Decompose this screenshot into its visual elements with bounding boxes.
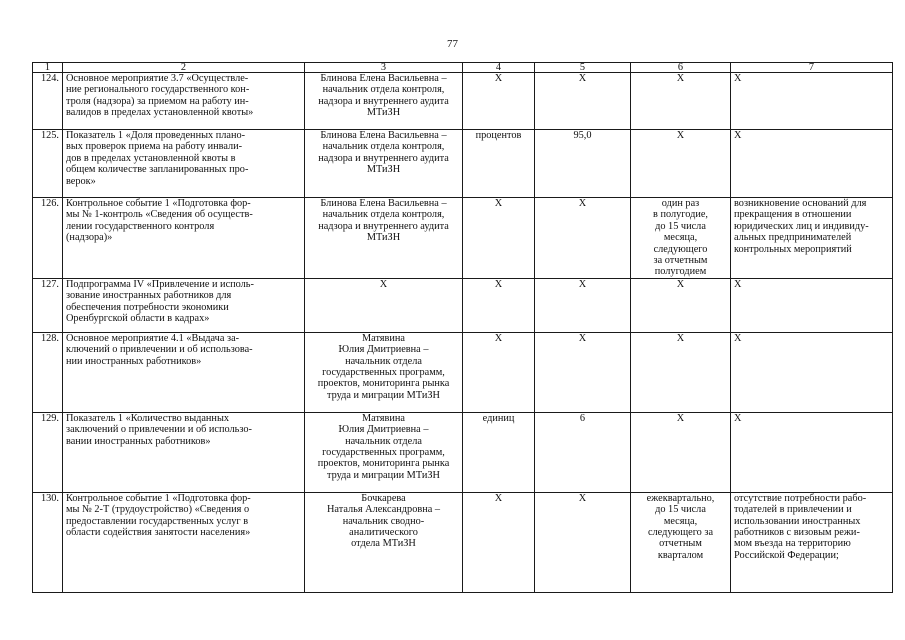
row-value: [535, 130, 631, 198]
text-line: проектов, мониторинга рынка: [317, 378, 450, 390]
row-deadline: [631, 332, 731, 412]
row-description: [63, 332, 305, 412]
text-line: за отчетным: [653, 255, 708, 267]
text-line: надзора и внутреннего аудита: [318, 152, 449, 164]
text-line: процентов: [475, 130, 522, 141]
text-line: 95,0: [573, 130, 592, 141]
row-conditions: [731, 198, 893, 279]
text-line: верок»: [66, 175, 96, 187]
table-row: [33, 198, 893, 279]
column-number-row: [33, 63, 893, 73]
row-unit: [463, 130, 535, 198]
text-line: заключений о привлечении и об использо-: [66, 424, 252, 436]
schedule-table: [32, 62, 893, 593]
text-line: Матявина: [361, 412, 405, 424]
text-line: полугодием: [654, 266, 707, 278]
text-line: ние регионального государственного кон-: [66, 84, 250, 96]
text-line: обеспечения потребности экономики: [66, 301, 229, 313]
text-line: Показатель 1 «Доля проведенных плано-: [66, 130, 246, 141]
text-line: начальник сводно-: [342, 515, 425, 527]
table-row: [33, 73, 893, 130]
row-responsible: [305, 278, 463, 332]
text-line: начальник отдела: [345, 355, 422, 367]
row-number: 130.: [33, 492, 63, 592]
column-number: 1: [33, 63, 63, 73]
row-responsible: [305, 73, 463, 130]
row-unit: [463, 412, 535, 492]
text-line: до 15 числа: [655, 504, 706, 516]
text-line: зование иностранных работников для: [66, 290, 232, 302]
row-value: [535, 198, 631, 279]
page-number: 77: [447, 38, 458, 50]
row-description: [63, 130, 305, 198]
text-line: следующего за: [647, 527, 714, 539]
text-line: Оренбургской области в кадрах»: [66, 313, 210, 325]
column-number: 6: [631, 63, 731, 73]
text-line: Российской Федерации;: [734, 549, 839, 561]
row-responsible: [305, 412, 463, 492]
text-line: лении государственного контроля: [66, 220, 215, 232]
text-line: начальник отдела: [345, 435, 422, 447]
text-line: Х: [494, 278, 503, 290]
text-line: Х: [676, 130, 685, 141]
text-line: МТиЗН: [366, 107, 401, 119]
row-number: 129.: [33, 412, 63, 492]
text-line: Наталья Александровна –: [326, 504, 441, 516]
text-line: мы № 2-Т (трудоустройство) «Сведения о: [66, 504, 250, 516]
row-responsible: [305, 130, 463, 198]
table-row: [33, 412, 893, 492]
row-conditions: [731, 412, 893, 492]
text-line: Х: [734, 278, 742, 290]
text-line: валидов в пределах установленной квоты»: [66, 107, 254, 119]
text-line: один раз: [661, 198, 700, 209]
text-line: Х: [578, 278, 587, 290]
text-line: альных предпринимателей: [734, 232, 852, 244]
text-line: государственных программ,: [322, 447, 445, 459]
text-line: месяца,: [663, 515, 698, 527]
text-line: Основное мероприятие 4.1 «Выдача за-: [66, 332, 240, 344]
text-line: области содействия занятости населения»: [66, 527, 251, 539]
text-line: начальник отдела контроля,: [322, 84, 445, 96]
table-row: [33, 492, 893, 592]
text-line: Основное мероприятие 3.7 «Осуществле-: [66, 73, 249, 84]
text-line: Блинова Елена Васильевна –: [320, 73, 447, 84]
row-unit: [463, 332, 535, 412]
text-line: юридических лиц и индивиду-: [734, 220, 869, 232]
row-responsible: [305, 198, 463, 279]
row-responsible: [305, 332, 463, 412]
text-line: прекращения в отношении: [734, 209, 852, 221]
row-number: 124.: [33, 73, 63, 130]
text-line: общем количестве запланированных про-: [66, 164, 249, 176]
table-row: [33, 332, 893, 412]
text-line: Х: [676, 73, 685, 84]
text-line: Х: [734, 130, 742, 141]
row-number: 125.: [33, 130, 63, 198]
text-line: надзора и внутреннего аудита: [318, 220, 449, 232]
row-deadline: [631, 198, 731, 279]
text-line: троля (надзора) за приемом на работу ин-: [66, 95, 249, 107]
row-deadline: [631, 130, 731, 198]
text-line: Юлия Дмитриевна –: [338, 424, 429, 436]
text-line: Юлия Дмитриевна –: [338, 344, 429, 356]
text-line: Подпрограмма IV «Привлечение и исполь-: [66, 278, 254, 290]
text-line: предоставлении государственных услуг в: [66, 515, 249, 527]
table-row: [33, 278, 893, 332]
text-line: возникновение оснований для: [734, 198, 867, 209]
row-deadline: [631, 73, 731, 130]
row-description: [63, 73, 305, 130]
text-line: Показатель 1 «Количество выданных: [66, 412, 230, 424]
row-deadline: [631, 278, 731, 332]
row-deadline: [631, 412, 731, 492]
row-value: [535, 73, 631, 130]
column-number: 4: [463, 63, 535, 73]
row-number: 126.: [33, 198, 63, 279]
row-conditions: [731, 278, 893, 332]
text-line: нии иностранных работников»: [66, 355, 202, 367]
row-value: [535, 412, 631, 492]
text-line: проектов, мониторинга рынка: [317, 458, 450, 470]
row-value: [535, 332, 631, 412]
text-line: отдела МТиЗН: [351, 538, 416, 550]
text-line: вании иностранных работников»: [66, 435, 211, 447]
text-line: тодателей в привлечении и: [734, 504, 852, 516]
text-line: до 15 числа: [655, 220, 706, 232]
text-line: ежеквартально,: [646, 492, 715, 504]
text-line: вых проверок приема на работу инвали-: [66, 141, 243, 153]
text-line: мом въезда на территорию: [734, 538, 851, 550]
row-conditions: [731, 492, 893, 592]
text-line: мы № 1-контроль «Сведения об осуществ-: [66, 209, 253, 221]
text-line: аналитического: [349, 527, 418, 539]
text-line: работников с визовым режи-: [734, 527, 860, 539]
text-line: Х: [578, 492, 587, 504]
text-line: месяца,: [663, 232, 698, 244]
row-unit: [463, 278, 535, 332]
row-description: [63, 412, 305, 492]
row-unit: [463, 198, 535, 279]
text-line: государственных программ,: [322, 367, 445, 379]
text-line: Х: [578, 198, 587, 209]
text-line: МТиЗН: [366, 164, 401, 176]
row-description: [63, 198, 305, 279]
text-line: Х: [494, 198, 503, 209]
text-line: Х: [578, 332, 587, 344]
text-line: МТиЗН: [366, 232, 401, 244]
table-body: [33, 73, 893, 593]
text-line: Х: [734, 412, 742, 424]
row-unit: [463, 492, 535, 592]
row-conditions: [731, 73, 893, 130]
text-line: использовании иностранных: [734, 515, 861, 527]
row-description: [63, 492, 305, 592]
text-line: единиц: [482, 412, 515, 424]
row-responsible: [305, 492, 463, 592]
text-line: Матявина: [361, 332, 405, 344]
row-description: [63, 278, 305, 332]
table-row: [33, 130, 893, 198]
text-line: Х: [494, 73, 503, 84]
text-line: Бочкарева: [361, 492, 406, 504]
text-line: Х: [676, 278, 685, 290]
text-line: Х: [676, 412, 685, 424]
text-line: в полугодие,: [653, 209, 708, 221]
text-line: дов в пределах установленной квоты в: [66, 152, 236, 164]
row-value: [535, 278, 631, 332]
column-number: 3: [305, 63, 463, 73]
column-number: 5: [535, 63, 631, 73]
row-conditions: [731, 130, 893, 198]
text-line: Х: [494, 332, 503, 344]
row-number: 128.: [33, 332, 63, 412]
row-unit: [463, 73, 535, 130]
text-line: кварталом: [657, 549, 704, 561]
text-line: отсутствие потребности рабо-: [734, 492, 867, 504]
text-line: Блинова Елена Васильевна –: [320, 198, 447, 209]
text-line: (надзора)»: [66, 232, 113, 244]
row-number: 127.: [33, 278, 63, 332]
text-line: ключений о привлечении и об использова-: [66, 344, 253, 356]
text-line: начальник отдела контроля,: [322, 141, 445, 153]
text-line: Блинова Елена Васильевна –: [320, 130, 447, 141]
text-line: Х: [379, 278, 388, 290]
text-line: Контрольное событие 1 «Подготовка фор-: [66, 492, 251, 504]
text-line: Контрольное событие 1 «Подготовка фор-: [66, 198, 251, 209]
row-deadline: [631, 492, 731, 592]
text-line: Х: [494, 492, 503, 504]
text-line: надзора и внутреннего аудита: [318, 95, 449, 107]
text-line: труда и миграции МТиЗН: [327, 469, 440, 481]
text-line: 6: [579, 412, 586, 424]
text-line: начальник отдела контроля,: [322, 209, 445, 221]
text-line: следующего: [653, 243, 708, 255]
row-conditions: [731, 332, 893, 412]
column-number: 7: [731, 63, 893, 73]
text-line: Х: [578, 73, 587, 84]
text-line: Х: [734, 332, 742, 344]
text-line: контрольных мероприятий: [734, 243, 852, 255]
row-value: [535, 492, 631, 592]
text-line: Х: [676, 332, 685, 344]
column-number: 2: [63, 63, 305, 73]
text-line: Х: [734, 73, 742, 84]
text-line: труда и миграции МТиЗН: [327, 389, 440, 401]
text-line: отчетным: [659, 538, 702, 550]
